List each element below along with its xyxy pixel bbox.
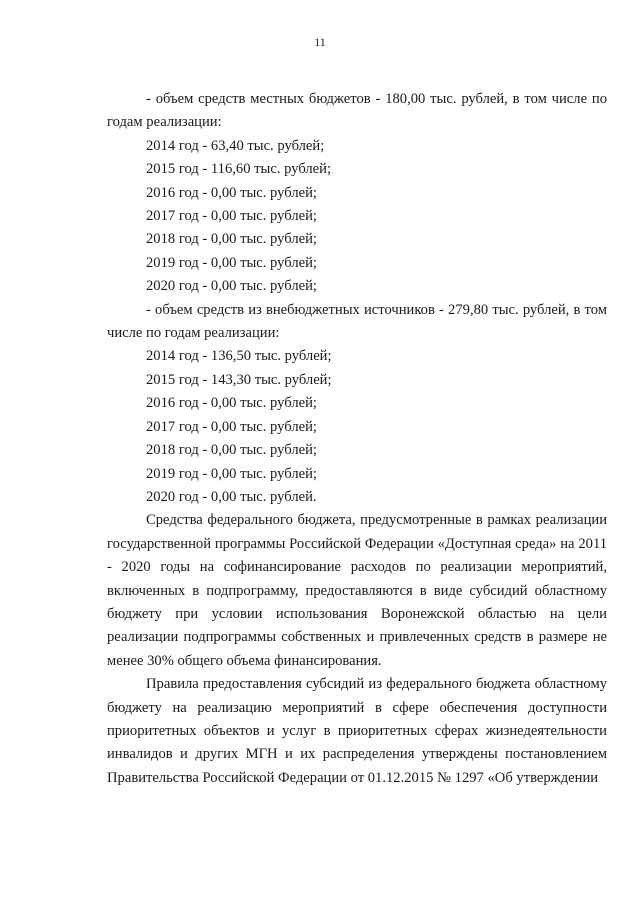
extrabudgetary-year-2017: 2017 год - 0,00 тыс. рублей; xyxy=(146,418,317,435)
local-budget-year-2014: 2014 год - 63,40 тыс. рублей; xyxy=(146,137,325,154)
page-content xyxy=(107,88,607,790)
local-budget-year-2017: 2017 год - 0,00 тыс. рублей; xyxy=(146,208,317,225)
extrabudgetary-year-2018: 2018 год - 0,00 тыс. рублей; xyxy=(146,442,317,459)
extrabudgetary-year-2016: 2016 год - 0,00 тыс. рублей; xyxy=(146,395,317,412)
local-budget-year-2020: 2020 год - 0,00 тыс. рублей; xyxy=(146,278,317,295)
extrabudgetary-year-2014: 2014 год - 136,50 тыс. рублей; xyxy=(146,348,332,365)
page-number: 11 xyxy=(314,35,326,49)
local-budget-intro: - объем средств местных бюджетов - 180,00 тыс. рублей, в том числе по годам реализации: xyxy=(107,91,607,131)
extrabudgetary-year-2015: 2015 год - 143,30 тыс. рублей; xyxy=(146,371,332,388)
local-budget-year-2019: 2019 год - 0,00 тыс. рублей; xyxy=(146,254,317,271)
rules-paragraph: Правила предоставления субсидий из федерального бюджета областному бюджету на реализацию мероприятий в сфере обеспечения доступности приоритетных объектов и услуг в приоритетных сферах жизнедеятельности инвалидов и других МГН и их распределения утверждены постановлением Правительства Российской Федерации от 01.12.2015 № 1297 «Об утверждении xyxy=(107,676,607,786)
local-budget-year-2016: 2016 год - 0,00 тыс. рублей; xyxy=(146,184,317,201)
extrabudgetary-intro: - объем средств из внебюджетных источников - 279,80 тыс. рублей, в том числе по годам реализации: xyxy=(107,301,607,342)
extrabudgetary-year-2019: 2019 год - 0,00 тыс. рублей; xyxy=(146,465,317,482)
local-budget-year-2015: 2015 год - 116,60 тыс. рублей; xyxy=(146,161,332,178)
federal-funds-paragraph: Средства федерального бюджета, предусмотренные в рамках реализации государственной программы Российской Федерации «Доступная среда» на 2011 - 2020 годы на софинансирование расходов по реализации мероприятий, включенных в подпрограмму, предоставляются в виде субсидий областному бюджету при условии использования Воронежской областью на цели реализации подпрограммы собственных и привлеченных средств в размере не менее 30% общего объема финансирования. xyxy=(107,512,607,669)
local-budget-year-2018: 2018 год - 0,00 тыс. рублей; xyxy=(146,231,317,248)
extrabudgetary-year-2020: 2020 год - 0,00 тыс. рублей. xyxy=(146,488,317,505)
